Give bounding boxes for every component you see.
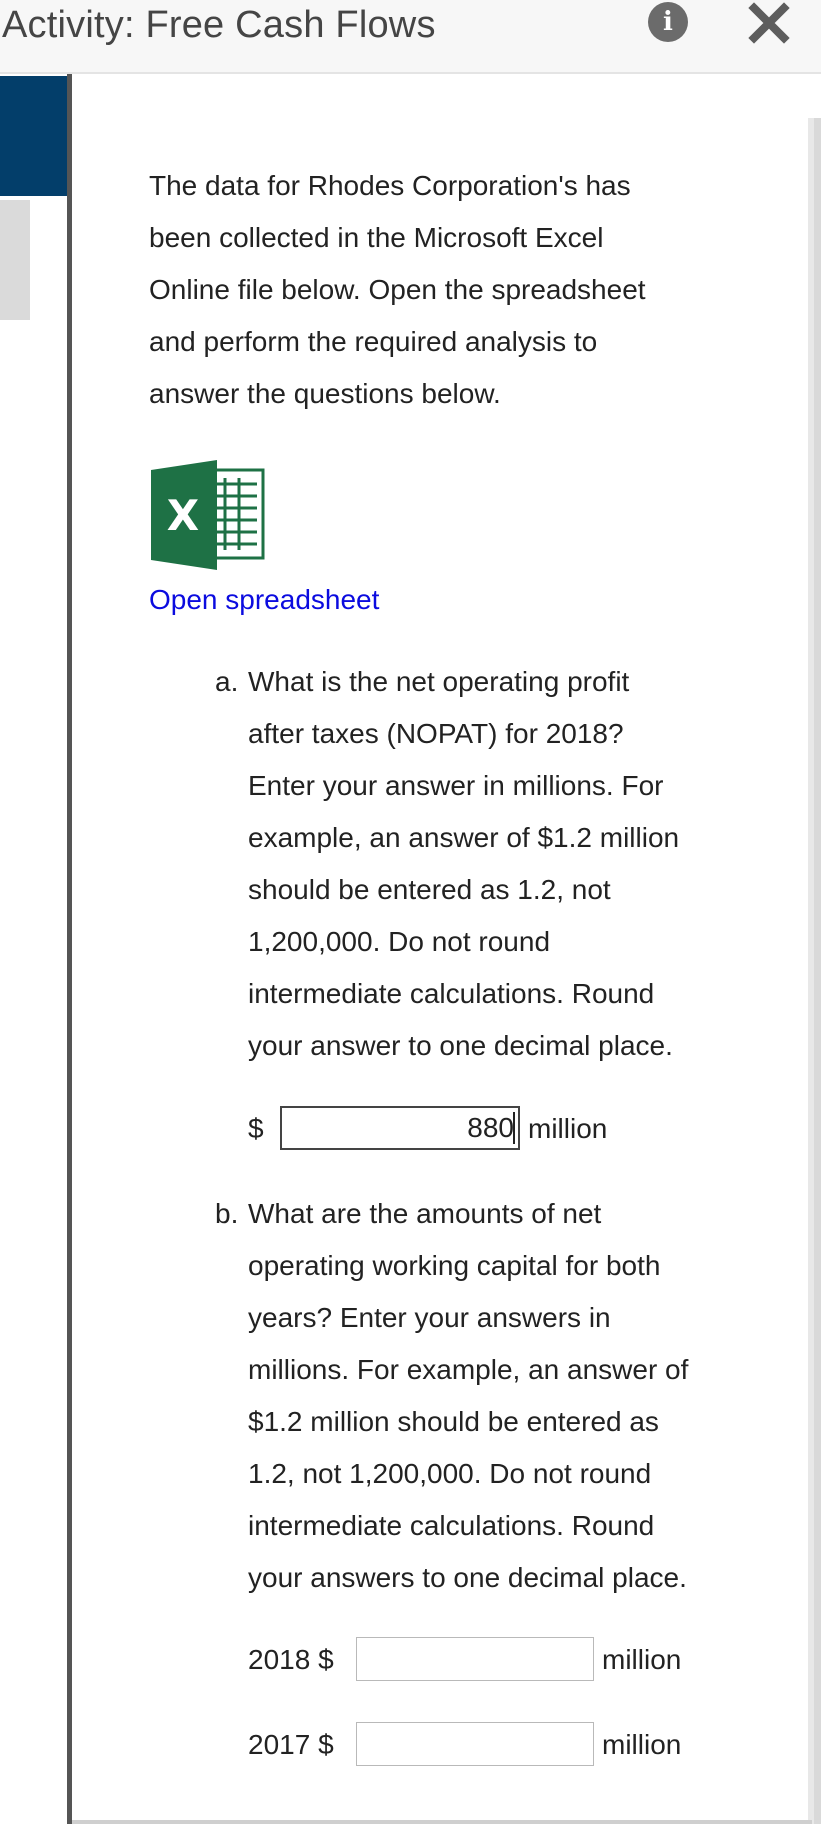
question-b [215, 1188, 735, 1604]
intro-line: Online file below. Open the spreadsheet [149, 274, 646, 305]
excel-letter: X [166, 491, 200, 540]
nowc-2017-unit: million [602, 1729, 682, 1760]
question-b-line: intermediate calculations. Round [248, 1510, 655, 1541]
info-icon[interactable]: i [648, 2, 688, 42]
nopat-unit: million [528, 1113, 608, 1144]
question-b-line: your answers to one decimal place. [248, 1562, 687, 1593]
question-b-line: $1.2 million should be entered as [248, 1406, 659, 1437]
question-a-label: a. [215, 666, 239, 697]
question-a-line: example, an answer of $1.2 million [248, 822, 680, 853]
question-b-line: What are the amounts of net [248, 1198, 602, 1229]
question-a-line: What is the net operating profit [248, 666, 630, 697]
intro-text [149, 160, 709, 420]
intro-line: and perform the required analysis to [149, 326, 598, 357]
scrollbar-thumb[interactable] [808, 118, 814, 1824]
question-a-line: after taxes (NOPAT) for 2018? [248, 718, 624, 749]
activity-title: Activity: Free Cash Flows [2, 4, 436, 46]
question-b-line: 1.2, not 1,200,000. Do not round [248, 1458, 652, 1489]
intro-line: The data for Rhodes Corporation's has [149, 170, 631, 201]
question-a-line: 1,200,000. Do not round [248, 926, 551, 957]
activity-header [0, 0, 821, 74]
question-a-line: your answer to one decimal place. [248, 1030, 673, 1061]
scrollbar[interactable] [808, 118, 821, 1824]
nowc-2017-label: 2017 $ [248, 1729, 334, 1760]
panel-bottom-edge [72, 1820, 812, 1824]
nowc-2018-input[interactable] [356, 1637, 594, 1681]
excel-logo-icon[interactable] [149, 460, 267, 570]
nopat-input[interactable] [280, 1106, 520, 1150]
question-b-label: b. [215, 1198, 239, 1229]
nowc-2018-label: 2018 $ [248, 1644, 334, 1675]
question-b-line: millions. For example, an answer of [248, 1354, 689, 1385]
panel-divider [67, 74, 72, 1824]
open-spreadsheet-link[interactable]: Open spreadsheet [149, 584, 380, 615]
question-b-line: operating working capital for both [248, 1250, 661, 1281]
question-a-line: should be entered as 1.2, not [248, 874, 611, 905]
nopat-currency: $ [248, 1113, 264, 1144]
intro-line: been collected in the Microsoft Excel [149, 222, 604, 253]
question-b-line: years? Enter your answers in [248, 1302, 611, 1333]
text-caret [513, 1112, 515, 1144]
nowc-2018-unit: million [602, 1644, 682, 1675]
question-a-line: Enter your answer in millions. For [248, 770, 664, 801]
question-a [215, 656, 735, 1072]
sidebar-tab-active[interactable] [0, 76, 67, 196]
close-icon[interactable] [746, 0, 792, 46]
intro-line: answer the questions below. [149, 378, 501, 409]
sidebar-tab[interactable] [0, 200, 30, 320]
nowc-2017-input[interactable] [356, 1722, 594, 1766]
question-a-line: intermediate calculations. Round [248, 978, 655, 1009]
